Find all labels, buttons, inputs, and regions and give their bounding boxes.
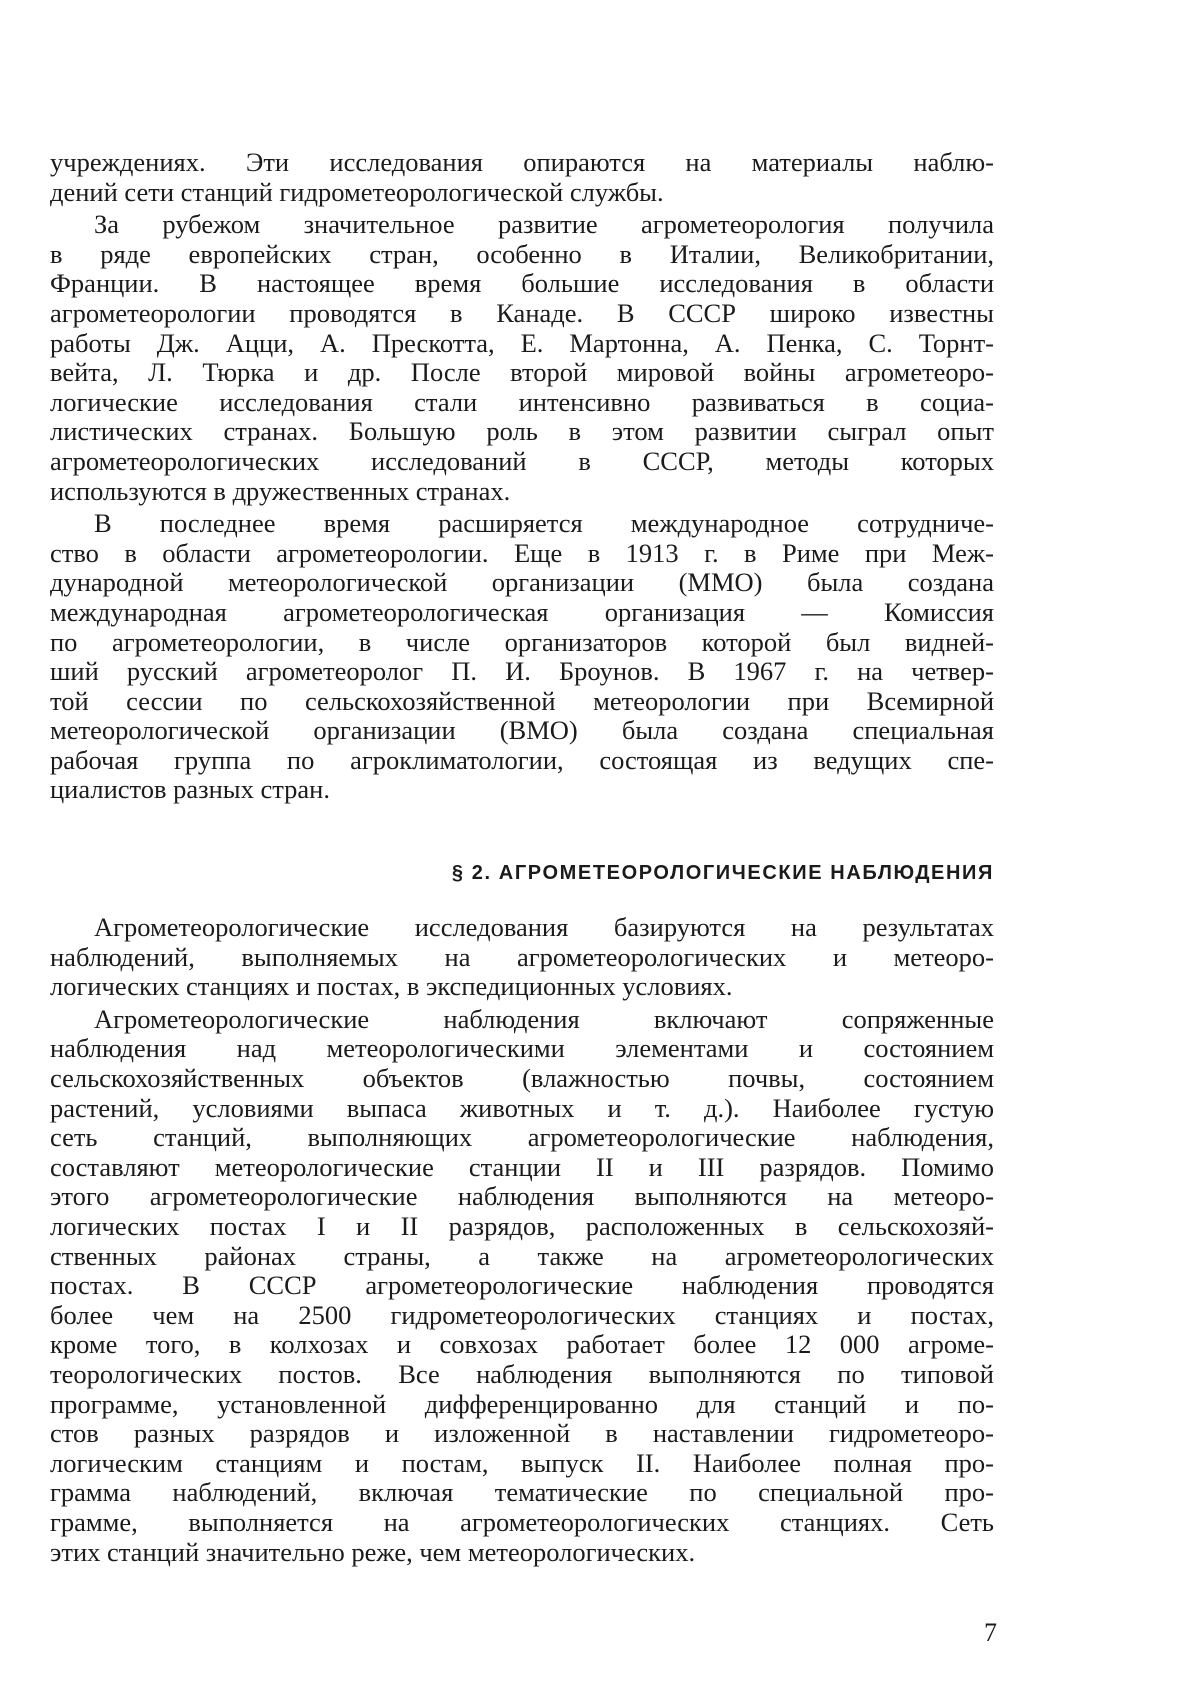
text-line: логические исследования стали интенсивно развиваться в социа- [50,388,994,418]
text-line: по агрометеорологии, в числе организаторов которой был видней- [50,628,994,658]
text-section-observations [50,913,994,1567]
text-line: постах. В СССР агрометеорологические наблюдения проводятся [50,1271,994,1301]
text-line: ство в области агрометеорологии. Еще в 1913 г. в Риме при Меж- [50,539,994,569]
paragraph [50,210,994,506]
text-line: наблюдений, выполняемых на агрометеорологических и метеоро- [50,943,994,973]
text-line: растений, условиями выпаса животных и т. д.). Наиболее густую [50,1094,994,1124]
page-number: 7 [984,1618,997,1648]
text-line: сеть станций, выполняющих агрометеорологические наблюдения, [50,1123,994,1153]
text-line: программе, установленной дифференцированно для станций и по- [50,1390,994,1420]
text-line: метеорологической организации (ВМО) была создана специальная [50,716,994,746]
paragraph [50,148,994,207]
text-line: теорологических постов. Все наблюдения выполняются по типовой [50,1360,994,1390]
text-section-intro [50,148,994,805]
text-line: составляют метеорологические станции II и III разрядов. Помимо [50,1153,994,1183]
text-line: агрометеорологических исследований в СССР, методы которых [50,447,994,477]
text-line: Франции. В настоящее время большие исследования в области [50,269,994,299]
text-line: в ряде европейских стран, особенно в Италии, Великобритании, [50,240,994,270]
text-line: грамме, выполняется на агрометеорологических станциях. Сеть [50,1508,994,1538]
text-line: сельскохозяйственных объектов (влажностью почвы, состоянием [50,1064,994,1094]
text-line: агрометеорологии проводятся в Канаде. В СССР широко известны [50,299,994,329]
text-line: этих станций значительно реже, чем метеорологических. [50,1538,994,1568]
paragraph [50,509,994,805]
text-line: Агрометеорологические исследования базируются на результатах [50,913,994,943]
paragraph [50,1005,994,1567]
text-line: циалистов разных стран. [50,775,994,805]
text-line: логических станциях и постах, в экспедиционных условиях. [50,972,994,1002]
text-line: рабочая группа по агроклиматологии, состоящая из ведущих спе- [50,746,994,776]
text-line: стов разных разрядов и изложенной в наставлении гидрометеоро- [50,1419,994,1449]
text-line: кроме того, в колхозах и совхозах работает более 12 000 агроме- [50,1330,994,1360]
text-line: В последнее время расширяется международное сотрудниче- [50,509,994,539]
text-line: работы Дж. Ацци, А. Прескотта, Е. Мартонна, А. Пенка, С. Торнт- [50,329,994,359]
text-line: логическим станциям и постам, выпуск II. Наиболее полная про- [50,1449,994,1479]
page-body [50,148,994,1567]
text-line: наблюдения над метеорологическими элементами и состоянием [50,1034,994,1064]
section-heading: § 2. АГРОМЕТЕОРОЛОГИЧЕСКИЕ НАБЛЮДЕНИЯ [50,859,994,887]
text-line: ственных районах страны, а также на агрометеорологических [50,1242,994,1272]
text-line: дений сети станций гидрометеорологической службы. [50,178,994,208]
text-line: более чем на 2500 гидрометеорологических станциях и постах, [50,1301,994,1331]
text-line: вейта, Л. Тюрка и др. После второй мировой войны агрометеоро- [50,358,994,388]
text-line: той сессии по сельскохозяйственной метеорологии при Всемирной [50,687,994,717]
text-line: Агрометеорологические наблюдения включают сопряженные [50,1005,994,1035]
text-line: дународной метеорологической организации (ММО) была создана [50,568,994,598]
text-line: листических странах. Большую роль в этом развитии сыграл опыт [50,417,994,447]
text-line: За рубежом значительное развитие агрометеорология получила [50,210,994,240]
text-line: логических постах I и II разрядов, расположенных в сельскохозяй- [50,1212,994,1242]
text-line: международная агрометеорологическая организация — Комиссия [50,598,994,628]
text-line: используются в дружественных странах. [50,477,994,507]
text-line: грамма наблюдений, включая тематические по специальной про- [50,1478,994,1508]
text-line: этого агрометеорологические наблюдения выполняются на метеоро- [50,1182,994,1212]
paragraph [50,913,994,1002]
text-line: учреждениях. Эти исследования опираются на материалы наблю- [50,148,994,178]
text-line: ший русский агрометеоролог П. И. Броунов. В 1967 г. на четвер- [50,657,994,687]
